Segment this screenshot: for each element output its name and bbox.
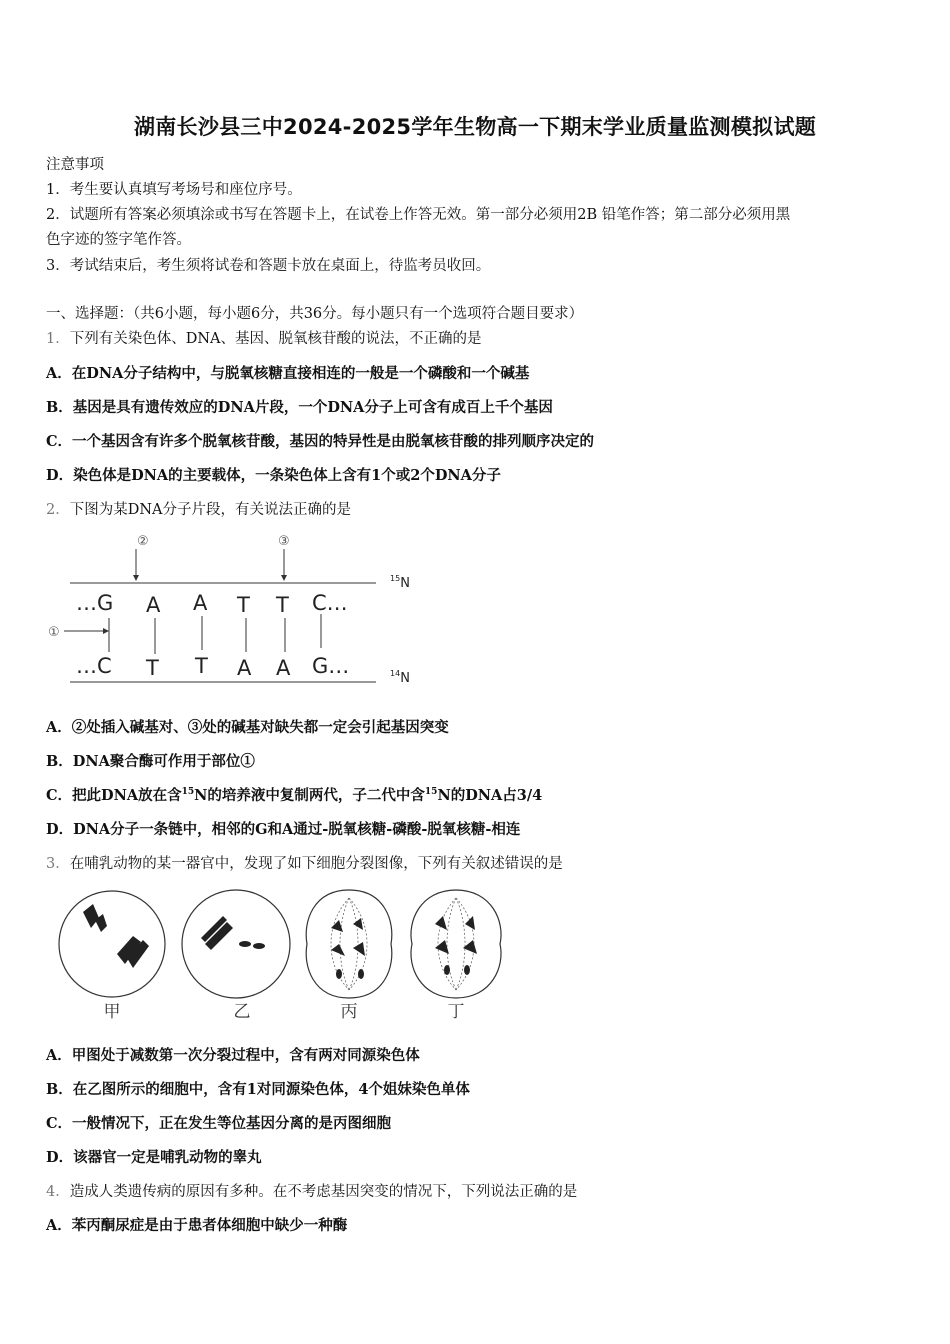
section-heading: 一、选择题：（共6小题，每小题6分，共36分。每小题只有一个选项符合题目要求） (46, 306, 584, 322)
bottom-base-2: T (146, 656, 159, 680)
cell-label-ding: 丁 (447, 1002, 465, 1022)
q3-option-b: B．在乙图所示的细胞中，含有1对同源染色体，4个姐妹染色单体 (46, 1081, 470, 1098)
q2-option-c: C．把此DNA放在含$^{15}$N的培养液中复制两代，子二代中含$^{15}$N的DNA占3/4 (46, 787, 543, 804)
q1-option-c: C．一个基因含有许多个脱氧核苷酸，基因的特异性是由脱氧核苷酸的排列顺序决定的 (46, 433, 595, 450)
q1-option-b: B．基因是具有遗传效应的DNA片段，一个DNA分子上可含有成百上千个基因 (46, 399, 553, 416)
label-1: ① (48, 625, 60, 640)
notice-item-3: 3．考试结束后，考生须将试卷和答题卡放在桌面上，待监考员收回。 (46, 258, 491, 274)
bottom-base-5: A (276, 656, 291, 680)
question-4 (46, 1180, 577, 1201)
question-stem: 造成人类遗传病的原因有多种。在不考虑基因突变的情况下，下列说法正确的是 (69, 1184, 578, 1200)
question-3 (46, 852, 563, 873)
q2-option-b: B．DNA聚合酶可作用于部位① (46, 753, 255, 770)
cell-label-jia: 甲 (103, 1002, 121, 1022)
page-title: 湖南长沙县三中2024-2025学年生物高一下期末学业质量监测模拟试题 (133, 115, 817, 139)
cell-division-figure (55, 884, 505, 1024)
q1-option-a: A．在DNA分子结构中，与脱氧核糖直接相连的一般是一个磷酸和一个碱基 (46, 365, 530, 382)
q3-option-d: D．该器官一定是哺乳动物的睾丸 (46, 1149, 262, 1166)
top-base-4: T (237, 593, 250, 617)
question-2 (46, 498, 351, 519)
question-number: 2． (46, 502, 70, 518)
bottom-base-3: T (195, 654, 208, 678)
question-stem: 下图为某DNA分子片段，有关说法正确的是 (69, 502, 352, 518)
notice-heading: 注意事项 (46, 157, 104, 173)
q3-option-a: A．甲图处于减数第一次分裂过程中，含有两对同源染色体 (46, 1047, 420, 1064)
q2-option-d: D．DNA分子一条链中，相邻的G和A通过-脱氧核糖-磷酸-脱氧核糖-相连 (46, 821, 521, 838)
label-3: ③ (278, 534, 290, 549)
question-number: 1． (46, 331, 70, 347)
top-base-3: A (193, 591, 208, 615)
question-stem: 下列有关染色体、DNA、基因、脱氧核苷酸的说法，不正确的是 (69, 331, 482, 347)
cell-label-bing: 丙 (340, 1002, 358, 1022)
top-base-1: …G (76, 591, 114, 615)
q3-option-c: C．一般情况下，正在发生等位基因分离的是丙图细胞 (46, 1115, 392, 1132)
top-strand-label: $^{15}$N (390, 574, 410, 591)
label-2: ② (137, 534, 149, 549)
top-base-2: A (146, 593, 161, 617)
top-base-5: T (276, 593, 289, 617)
question-number: 4． (46, 1184, 70, 1200)
q1-option-d: D．染色体是DNA的主要载体，一条染色体上含有1个或2个DNA分子 (46, 467, 501, 484)
notice-item-1: 1．考生要认真填写考场号和座位序号。 (46, 182, 302, 198)
question-number: 3． (46, 856, 70, 872)
notice-item-2: 2．试题所有答案必须填涂或书写在答题卡上，在试卷上作答无效。第一部分必须用2B 铅笔作答；第二部分必须用黑 (46, 207, 791, 223)
dna-figure (40, 528, 430, 694)
top-base-6: C… (312, 591, 348, 615)
bottom-base-4: A (237, 656, 252, 680)
bottom-base-1: …C (76, 654, 112, 678)
bottom-strand-label: $^{14}$N (390, 669, 410, 686)
cell-label-yi: 乙 (233, 1002, 251, 1022)
q4-option-a: A．苯丙酮尿症是由于患者体细胞中缺少一种酶 (46, 1217, 348, 1234)
notice-item-2-cont: 色字迹的签字笔作答。 (46, 232, 191, 248)
q2-option-a: A．②处插入碱基对、③处的碱基对缺失都一定会引起基因突变 (46, 719, 449, 736)
question-1 (46, 327, 482, 348)
question-stem: 在哺乳动物的某一器官中，发现了如下细胞分裂图像，下列有关叙述错误的是 (69, 856, 563, 872)
bottom-base-6: G… (312, 654, 350, 678)
